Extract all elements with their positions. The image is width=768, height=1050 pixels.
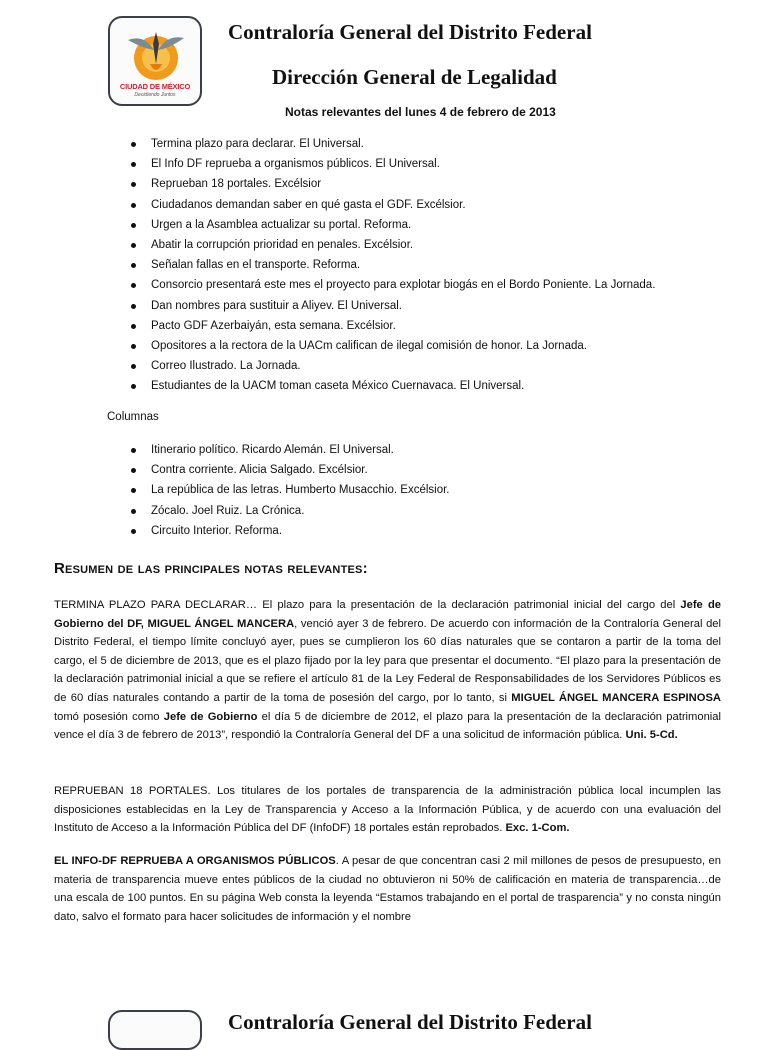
list-item: Consorcio presentará este mes el proyecto para explotar biogás en el Bordo Poniente. La Jornada. <box>127 275 655 295</box>
summary-heading: Resumen de las principales notas relevantes: <box>54 560 368 577</box>
paragraph-bold-text: Jefe de Gobierno <box>163 710 258 723</box>
logo-brand-a: CIUDAD DE <box>119 82 160 91</box>
paragraph-text: TERMINA PLAZO PARA DECLARAR… El plazo para la presentación de la declaración patrimonial inicial del cargo del <box>54 599 681 611</box>
list-item: Zócalo. Joel Ruiz. La Crónica. <box>127 501 450 521</box>
paragraph-text: REPRUEBAN 18 PORTALES. Los titulares de los portales de transparencia de la administración pública local incumplen las disposiciones establecidas en la Ley de Transparencia y Acceso a la Información Pública, y de acuerdo con una evaluación del Instituto de Acceso a la Información Pública del DF (InfoDF) 18 portales están reprobados. <box>54 785 721 835</box>
columns-heading: Columnas <box>107 411 159 423</box>
next-page-logo <box>108 1010 202 1050</box>
ciudad-de-mexico-logo <box>108 16 202 106</box>
list-item: Urgen a la Asamblea actualizar su portal. Reforma. <box>127 215 655 235</box>
paragraph-text: , venció ayer 3 de febrero. De acuerdo con información de la Contraloría General del Distrito Federal, el tiempo límite concluyó ayer, pues se cumplieron los 60 días naturales que se contaron a partir de la toma del cargo, el 5 de diciembre de 2013, que es el plazo fijado por la ley para que presentar el documento. “El plazo para la presentación de la declaración patrimonial inicial a que se refiere el artículo 81 de la Ley Federal de Responsabilidades de los Servidores Públicos es de 60 días naturales contando a partir de la toma de posesión del cargo, por lo tanto, si <box>54 617 721 704</box>
paragraph-bold-text: Jefe de Gobierno del DF, MIGUEL ÁNGEL MANCERA <box>54 599 722 630</box>
list-item: Circuito Interior. Reforma. <box>127 521 450 541</box>
list-item: Itinerario político. Ricardo Alemán. El Universal. <box>127 440 450 460</box>
paragraph-text: el día 5 de diciembre de 2012, el plazo para la presentación de la declaración patrimonial vence el día 3 de febrero de 2013”, respondió la Contraloría General del DF a una solicitud de información pública. <box>54 710 721 742</box>
logo-brand-b: MÉXICO <box>161 82 191 91</box>
list-item: Termina plazo para declarar. El Universal. <box>127 134 655 154</box>
summary-paragraph-2 <box>54 782 721 838</box>
list-item: Señalan fallas en el transporte. Reforma. <box>127 255 655 275</box>
document-title: Contraloría General del Distrito Federal <box>228 20 592 44</box>
paragraph-text: tomó posesión como <box>54 710 164 723</box>
list-item: El Info DF reprueba a organismos públicos. El Universal. <box>127 154 655 174</box>
columns-list <box>127 440 450 541</box>
next-page-title: Contraloría General del Distrito Federal <box>228 1010 592 1034</box>
list-item: Estudiantes de la UACM toman caseta México Cuernavaca. El Universal. <box>127 376 655 396</box>
list-item: La república de las letras. Humberto Musacchio. Excélsior. <box>127 480 450 500</box>
source-reference: Uni. 5-Cd. <box>625 729 678 742</box>
logo-brand <box>110 82 200 91</box>
notes-list <box>127 134 655 396</box>
summary-paragraph-3 <box>54 852 721 926</box>
summary-paragraph-1 <box>54 596 721 745</box>
list-item: Abatir la corrupción prioridad en penales. Excélsior. <box>127 235 655 255</box>
paragraph-bold-text: MIGUEL ÁNGEL MANCERA ESPINOSA <box>511 691 721 704</box>
source-reference: Exc. 1-Com. <box>505 822 570 835</box>
angel-emblem-icon <box>120 24 192 86</box>
logo-tagline: Decidiendo Juntos <box>134 92 176 98</box>
list-item: Dan nombres para sustituir a Aliyev. El Universal. <box>127 296 655 316</box>
list-item: Correo Ilustrado. La Jornada. <box>127 356 655 376</box>
list-item: Contra corriente. Alicia Salgado. Excélsior. <box>127 460 450 480</box>
paragraph-text: . A pesar de que concentran casi 2 mil millones de pesos de presupuesto, en materia de transparencia mueve entes públicos de la ciudad no obtuvieron ni 50% de calificación en materia de transparencia…de una escala de 100 puntos. En su página Web consta la leyenda “Estamos trabajando en el portal de trasparencia” y no consta ningún dato, salvo el formato para hacer solicitudes de información y el nombre <box>54 855 721 923</box>
list-item: Ciudadanos demandan saber en qué gasta el GDF. Excélsior. <box>127 195 655 215</box>
paragraph-bold-text: EL INFO-DF REPRUEBA A ORGANISMOS PÚBLICOS <box>54 855 336 867</box>
document-subtitle: Dirección General de Legalidad <box>272 65 557 89</box>
list-item: Pacto GDF Azerbaiyán, esta semana. Excélsior. <box>127 316 655 336</box>
list-item: Reprueban 18 portales. Excélsior <box>127 174 655 194</box>
list-item: Opositores a la rectora de la UACm califican de ilegal comisión de honor. La Jornada. <box>127 336 655 356</box>
date-line: Notas relevantes del lunes 4 de febrero de 2013 <box>285 105 556 119</box>
